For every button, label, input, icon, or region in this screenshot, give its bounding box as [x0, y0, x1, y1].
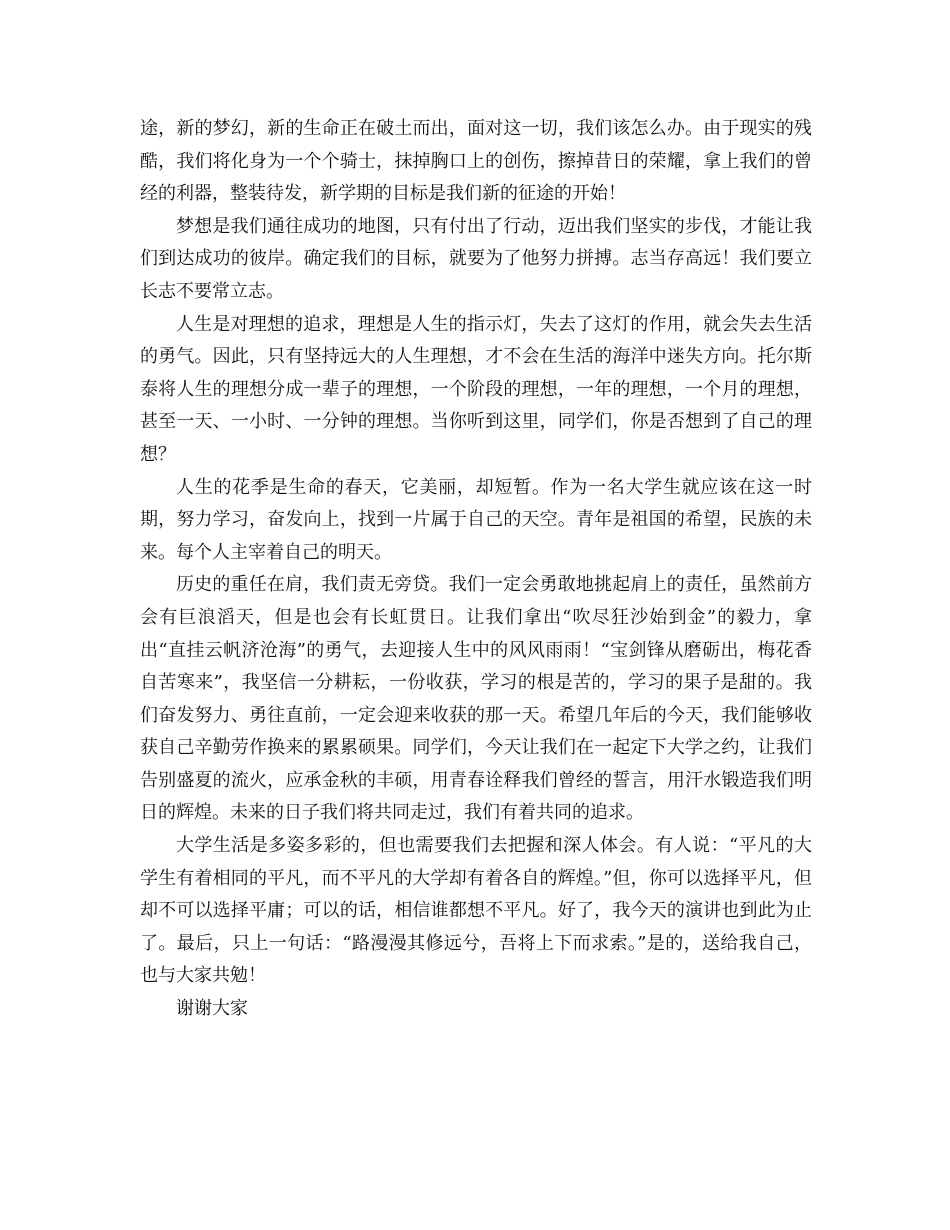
- paragraph-youth: 人生的花季是生命的春天，它美丽，却短暂。作为一名大学生就应该在这一时期，努力学习，奋发向上，找到一片属于自己的天空。青年是祖国的希望，民族的未来。每个人主宰着自己的明天。: [140, 476, 812, 563]
- paragraph-responsibility: 历史的重任在肩，我们责无旁贷。我们一定会勇敢地挑起肩上的责任，虽然前方会有巨浪滔天，但是也会有长虹贯日。让我们拿出“吹尽狂沙始到金”的毅力，拿出“直挂云帆济沧海”的勇气，去迎接人生中的风风雨雨！“宝剑锋从磨砺出，梅花香自苦寒来”，我坚信一分耕耘，一份收获，学习的根是苦的，学习的果子是甜的。我们奋发努力、勇往直前，一定会迎来收获的那一天。希望几年后的今天，我们能够收获自己辛勤劳作换来的累累硕果。同学们，今天让我们在一起定下大学之约，让我们告别盛夏的流火，应承金秋的丰硕，用青春诠释我们曾经的誓言，用汗水锻造我们明日的辉煌。未来的日子我们将共同走过，我们有着共同的追求。: [140, 574, 812, 824]
- paragraph-closing: 谢谢大家: [176, 998, 248, 1020]
- document-page: [140, 113, 812, 1026]
- paragraph-continuation: 途，新的梦幻，新的生命正在破土而出，面对这一切，我们该怎么办。由于现实的残酷，我们将化身为一个个骑士，抹掉胸口上的创伤，擦掉昔日的荣耀，拿上我们的曾经的利器，整装待发，新学期的目标是我们新的征途的开始！: [140, 118, 812, 205]
- paragraph-college-life: 大学生活是多姿多彩的，但也需要我们去把握和深人体会。有人说：“平凡的大学生有着相同的平凡，而不平凡的大学却有着各自的辉煌。”但，你可以选择平凡，但却不可以选择平庸；可以的话，相信谁都想不平凡。好了，我今天的演讲也到此为止了。最后，只上一句话：“路漫漫其修远兮，吾将上下而求索。”是的，送给我自己，也与大家共勉！: [140, 835, 812, 987]
- paragraph-ideal: 人生是对理想的追求，理想是人生的指示灯，失去了这灯的作用，就会失去生活的勇气。因此，只有坚持远大的人生理想，才不会在生活的海洋中迷失方向。托尔斯泰将人生的理想分成一辈子的理想，一个阶段的理想，一年的理想，一个月的理想，甚至一天、一小时、一分钟的理想。当你听到这里，同学们，你是否想到了自己的理想？: [140, 313, 812, 465]
- paragraph-dream: 梦想是我们通往成功的地图，只有付出了行动，迈出我们坚实的步伐，才能让我们到达成功的彼岸。确定我们的目标，就要为了他努力拼搏。志当存高远！我们要立长志不要常立志。: [140, 215, 812, 302]
